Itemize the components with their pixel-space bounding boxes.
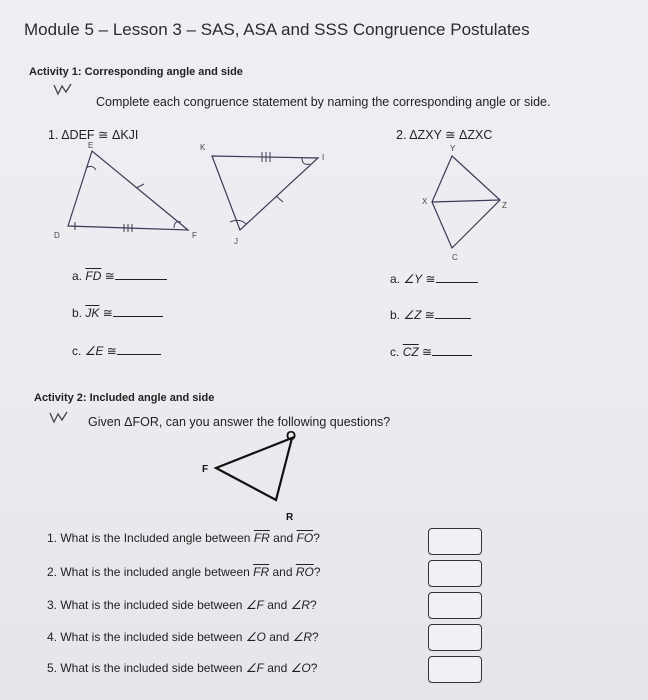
vertex-label-y: Y xyxy=(450,144,456,153)
triangle-def xyxy=(54,141,197,240)
problem1-figures xyxy=(40,138,380,256)
answer-box-2[interactable] xyxy=(428,560,482,587)
problem2-item-c: c. $\overline{CZ}$ ≅ xyxy=(390,345,472,359)
vertex-label-z: Z xyxy=(502,201,507,210)
vertex-label-e: E xyxy=(88,141,94,150)
problem1-item-b: b. $\overline{JK}$ ≅ xyxy=(72,306,163,320)
triangle-for-figure xyxy=(190,428,320,524)
problem2-label: 2. ΔZXY ≅ ΔZXC xyxy=(396,128,493,142)
activity1-heading: Activity 1: Corresponding angle and side xyxy=(29,66,243,78)
question-4: 4. What is the included side between ∠O and ∠R? xyxy=(47,630,319,644)
answer-blank[interactable] xyxy=(436,272,478,283)
problem2-item-b: b. ∠Z ≅ xyxy=(390,308,471,322)
activity2-instruction: Given ΔFOR, can you answer the following questions? xyxy=(88,415,391,429)
question-1: 1. What is the Included angle between $\overline{FR}$ and $\overline{FO}$? xyxy=(47,531,320,545)
problem2-figure xyxy=(410,140,510,265)
vertex-label-k: K xyxy=(200,143,206,152)
question-5: 5. What is the included side between ∠F and ∠O? xyxy=(47,661,318,675)
vertex-label-c: C xyxy=(452,253,458,262)
answer-blank[interactable] xyxy=(435,308,471,319)
answer-blank[interactable] xyxy=(117,344,161,355)
problem1-item-c: c. ∠E ≅ xyxy=(72,344,161,358)
problem1-item-a: a. $\overline{FD}$ ≅ xyxy=(72,269,167,283)
answer-box-3[interactable] xyxy=(428,592,482,619)
triangle-kji xyxy=(200,143,324,246)
vertex-label-j: J xyxy=(234,237,238,246)
activity1-instruction: Complete each congruence statement by naming the corresponding angle or side. xyxy=(96,95,551,109)
vertex-label-f: F xyxy=(202,464,209,475)
answer-blank[interactable] xyxy=(115,269,167,280)
pencil-mark-icon xyxy=(48,410,70,426)
pencil-mark-icon xyxy=(52,82,74,98)
vertex-label-x: X xyxy=(422,197,428,206)
problem1-label: 1. ΔDEF ≅ ΔKJI xyxy=(48,128,139,142)
question-2: 2. What is the included angle between $\overline{FR}$ and $\overline{RO}$? xyxy=(47,565,321,579)
answer-blank[interactable] xyxy=(113,306,163,317)
vertex-label-i: I xyxy=(322,153,325,162)
problem2-item-a: a. ∠Y ≅ xyxy=(390,272,478,286)
activity2-heading: Activity 2: Included angle and side xyxy=(34,392,215,404)
vertex-label-f: F xyxy=(192,231,197,240)
answer-box-4[interactable] xyxy=(428,624,482,651)
answer-blank[interactable] xyxy=(432,345,472,356)
page-title: Module 5 – Lesson 3 – SAS, ASA and SSS Congruence Postulates xyxy=(24,20,530,39)
vertex-label-d: D xyxy=(54,231,60,240)
vertex-label-o: O xyxy=(286,428,297,443)
question-3: 3. What is the included side between ∠F and ∠R? xyxy=(47,598,317,612)
answer-box-5[interactable] xyxy=(428,656,482,683)
answer-box-1[interactable] xyxy=(428,528,482,555)
vertex-label-r: R xyxy=(286,512,294,523)
